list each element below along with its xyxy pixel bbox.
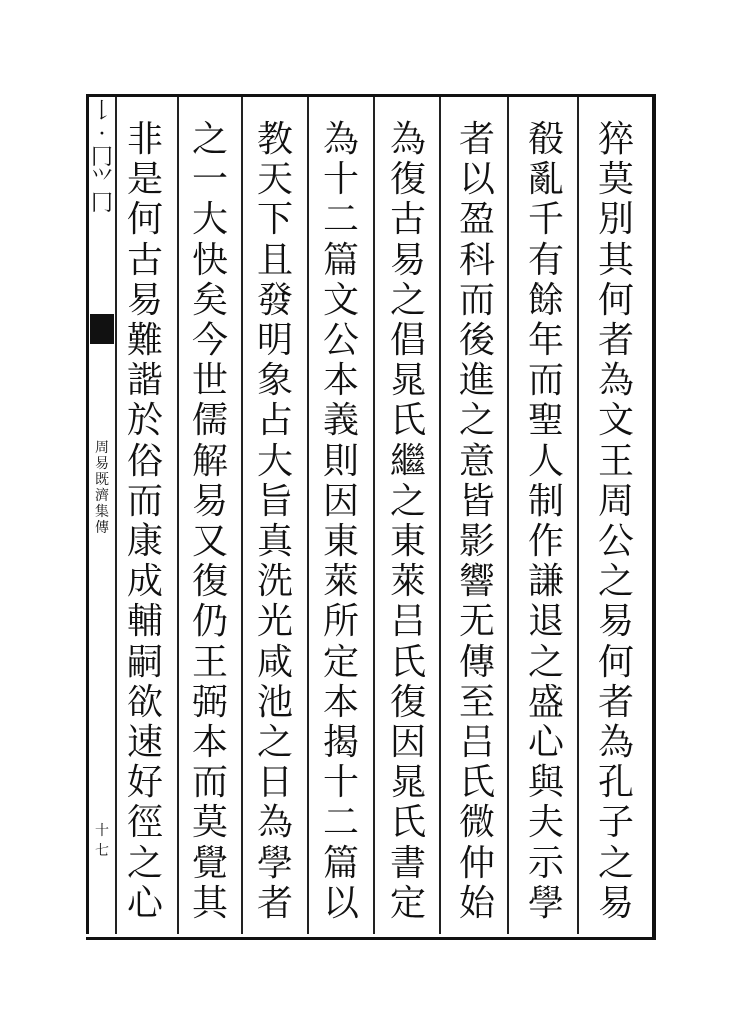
glyph: 氏 (389, 641, 426, 683)
glyph: 至 (458, 681, 495, 723)
glyph: 王 (191, 641, 228, 683)
glyph: 亂 (527, 159, 564, 201)
glyph: 公 (322, 320, 359, 362)
glyph: 日 (256, 762, 293, 804)
glyph: 氏 (458, 762, 495, 804)
glyph: 千 (527, 199, 564, 241)
glyph: 莫 (597, 159, 634, 201)
glyph: 好 (126, 762, 163, 804)
glyph: 嗣 (126, 641, 163, 683)
fold-book-glyph: 傳 (95, 520, 109, 537)
glyph: 書 (389, 842, 426, 884)
glyph: 下 (256, 199, 293, 241)
glyph: 何 (126, 199, 163, 241)
glyph: 旨 (256, 480, 293, 522)
glyph: 子 (597, 802, 634, 844)
glyph: 學 (527, 882, 564, 924)
glyph: 復 (389, 159, 426, 201)
glyph: 傳 (458, 641, 495, 683)
glyph: 易 (191, 480, 228, 522)
glyph: 篇 (322, 239, 359, 281)
glyph: 成 (126, 561, 163, 603)
column-rule (177, 97, 179, 934)
glyph: 儒 (191, 400, 228, 442)
glyph: 非 (126, 119, 163, 160)
glyph: 復 (389, 681, 426, 723)
glyph: 其 (597, 239, 634, 281)
glyph: 為 (597, 360, 634, 402)
glyph: 於 (126, 400, 163, 442)
glyph: 制 (527, 480, 564, 522)
glyph: 萊 (389, 561, 426, 603)
glyph: 皆 (458, 480, 495, 522)
column-rule (439, 97, 441, 934)
glyph: 之 (458, 400, 495, 442)
glyph: 與 (527, 762, 564, 804)
glyph: 猝 (597, 119, 634, 160)
glyph: 易 (126, 279, 163, 321)
glyph: 復 (191, 561, 228, 603)
glyph: 萊 (322, 561, 359, 603)
page-frame (86, 94, 656, 940)
fold-title-glyph-3: ⼌ (90, 145, 113, 171)
glyph: 吕 (458, 722, 495, 764)
glyph: 之 (527, 641, 564, 683)
glyph: 洗 (256, 561, 293, 603)
glyph: 義 (322, 400, 359, 442)
glyph: 盛 (527, 681, 564, 723)
glyph: 餘 (527, 279, 564, 321)
fold-title (89, 100, 115, 340)
glyph: 本 (322, 681, 359, 723)
glyph: 為 (389, 119, 426, 160)
glyph: 大 (256, 440, 293, 482)
glyph: 為 (322, 119, 359, 160)
glyph: 之 (597, 842, 634, 884)
glyph: 矣 (191, 279, 228, 321)
glyph: 者 (597, 681, 634, 723)
fold-book-glyph: 易 (95, 456, 109, 473)
glyph: 文 (597, 400, 634, 442)
glyph: 因 (322, 480, 359, 522)
glyph: 為 (256, 802, 293, 844)
column-rule (507, 97, 509, 934)
glyph: 莫 (191, 802, 228, 844)
fold-book-glyph: 既 (95, 472, 109, 489)
glyph: 仍 (191, 601, 228, 643)
glyph: 則 (322, 440, 359, 482)
glyph: 示 (527, 842, 564, 884)
glyph: 而 (126, 480, 163, 522)
glyph: 十 (322, 762, 359, 804)
column-rule (241, 97, 243, 934)
glyph: 弼 (191, 681, 228, 723)
glyph: 揭 (322, 722, 359, 764)
glyph: 殽 (527, 119, 564, 160)
glyph: 易 (597, 882, 634, 924)
glyph: 二 (322, 199, 359, 241)
glyph: 欲 (126, 681, 163, 723)
glyph: 作 (527, 521, 564, 563)
glyph: 晁 (389, 360, 426, 402)
glyph: 速 (126, 722, 163, 764)
glyph: 諧 (126, 360, 163, 402)
glyph: 難 (126, 320, 163, 362)
glyph: 學 (256, 842, 293, 884)
glyph: 本 (322, 360, 359, 402)
fold-book-glyph: 周 (95, 440, 109, 456)
glyph: 孔 (597, 762, 634, 804)
glyph: 篇 (322, 842, 359, 884)
glyph: 而 (527, 360, 564, 402)
glyph: 別 (597, 199, 634, 241)
glyph: 東 (389, 521, 426, 563)
glyph: 繼 (389, 440, 426, 482)
glyph: 大 (191, 199, 228, 241)
glyph: 咸 (256, 641, 293, 683)
glyph: 真 (256, 521, 293, 563)
glyph: 進 (458, 360, 495, 402)
glyph: 定 (389, 882, 426, 924)
text-column-3 (453, 119, 501, 924)
glyph: 發 (256, 279, 293, 321)
glyph: 有 (527, 239, 564, 281)
glyph: 而 (458, 279, 495, 321)
glyph: 定 (322, 641, 359, 683)
glyph: 響 (458, 561, 495, 603)
glyph: 十 (322, 159, 359, 201)
glyph: 始 (458, 882, 495, 924)
glyph: 俗 (126, 440, 163, 482)
text-column-2 (522, 119, 570, 924)
glyph: 東 (322, 521, 359, 563)
fold-fish-tail-mark (90, 314, 114, 344)
glyph: 以 (458, 159, 495, 201)
glyph: 仲 (458, 842, 495, 884)
glyph: 本 (191, 722, 228, 764)
glyph: 之 (389, 279, 426, 321)
glyph: 一 (191, 159, 228, 201)
glyph: 世 (191, 360, 228, 402)
glyph: 者 (256, 882, 293, 924)
glyph: 因 (389, 722, 426, 764)
glyph: 心 (527, 722, 564, 764)
fold-title-glyph-4: ⺍ (90, 168, 113, 194)
fold-title-glyph-2: · (98, 122, 106, 148)
glyph: 二 (322, 802, 359, 844)
column-rule (577, 97, 579, 934)
glyph: 所 (322, 601, 359, 643)
fold-page-number: 十七 (95, 823, 109, 859)
glyph: 科 (458, 239, 495, 281)
glyph: 之 (597, 561, 634, 603)
glyph: 占 (256, 400, 293, 442)
glyph: 退 (527, 601, 564, 643)
glyph: 易 (597, 601, 634, 643)
glyph: 光 (256, 601, 293, 643)
glyph: 无 (458, 601, 495, 643)
glyph: 今 (191, 320, 228, 362)
column-rule (307, 97, 309, 934)
fold-book-label (92, 440, 112, 537)
glyph: 之 (126, 842, 163, 884)
text-column-5 (317, 119, 365, 924)
glyph: 是 (126, 159, 163, 201)
column-rule (115, 97, 117, 934)
column-rule (373, 97, 375, 934)
fold-title-glyph-5: ⼌ (90, 191, 113, 217)
glyph: 者 (458, 119, 495, 160)
text-column-7 (186, 119, 234, 924)
glyph: 後 (458, 320, 495, 362)
glyph: 夫 (527, 802, 564, 844)
glyph: 何 (597, 279, 634, 321)
glyph: 天 (256, 159, 293, 201)
glyph: 又 (191, 521, 228, 563)
glyph: 之 (389, 480, 426, 522)
text-column-4 (384, 119, 432, 924)
glyph: 人 (527, 440, 564, 482)
glyph: 影 (458, 521, 495, 563)
glyph: 文 (322, 279, 359, 321)
glyph: 而 (191, 762, 228, 804)
glyph: 意 (458, 440, 495, 482)
glyph: 覺 (191, 842, 228, 884)
glyph: 且 (256, 239, 293, 281)
text-column-6 (251, 119, 299, 924)
fold-title-glyph-1: 𠄌 (90, 99, 113, 124)
glyph: 吕 (389, 601, 426, 643)
glyph: 輔 (126, 601, 163, 643)
glyph: 象 (256, 360, 293, 402)
glyph: 康 (126, 521, 163, 563)
glyph: 明 (256, 320, 293, 362)
glyph: 解 (191, 440, 228, 482)
glyph: 周 (597, 480, 634, 522)
glyph: 晁 (389, 762, 426, 804)
glyph: 氏 (389, 802, 426, 844)
fold-book-glyph: 濟 (95, 488, 109, 505)
glyph: 倡 (389, 320, 426, 362)
text-column-8 (121, 119, 169, 924)
glyph: 易 (389, 239, 426, 281)
glyph: 聖 (527, 400, 564, 442)
glyph: 何 (597, 641, 634, 683)
glyph: 教 (256, 119, 293, 160)
glyph: 心 (126, 882, 163, 924)
glyph: 謙 (527, 561, 564, 603)
glyph: 公 (597, 521, 634, 563)
glyph: 古 (126, 239, 163, 281)
glyph: 者 (597, 320, 634, 362)
glyph: 之 (256, 722, 293, 764)
glyph: 之 (191, 119, 228, 160)
glyph: 年 (527, 320, 564, 362)
glyph: 古 (389, 199, 426, 241)
glyph: 盈 (458, 199, 495, 241)
glyph: 池 (256, 681, 293, 723)
glyph: 快 (191, 239, 228, 281)
glyph: 氏 (389, 400, 426, 442)
glyph: 其 (191, 882, 228, 924)
text-column-1 (592, 119, 640, 924)
glyph: 為 (597, 722, 634, 764)
fold-book-glyph: 集 (95, 504, 109, 521)
glyph: 王 (597, 440, 634, 482)
glyph: 微 (458, 802, 495, 844)
glyph: 以 (322, 882, 359, 924)
glyph: 徑 (126, 802, 163, 844)
